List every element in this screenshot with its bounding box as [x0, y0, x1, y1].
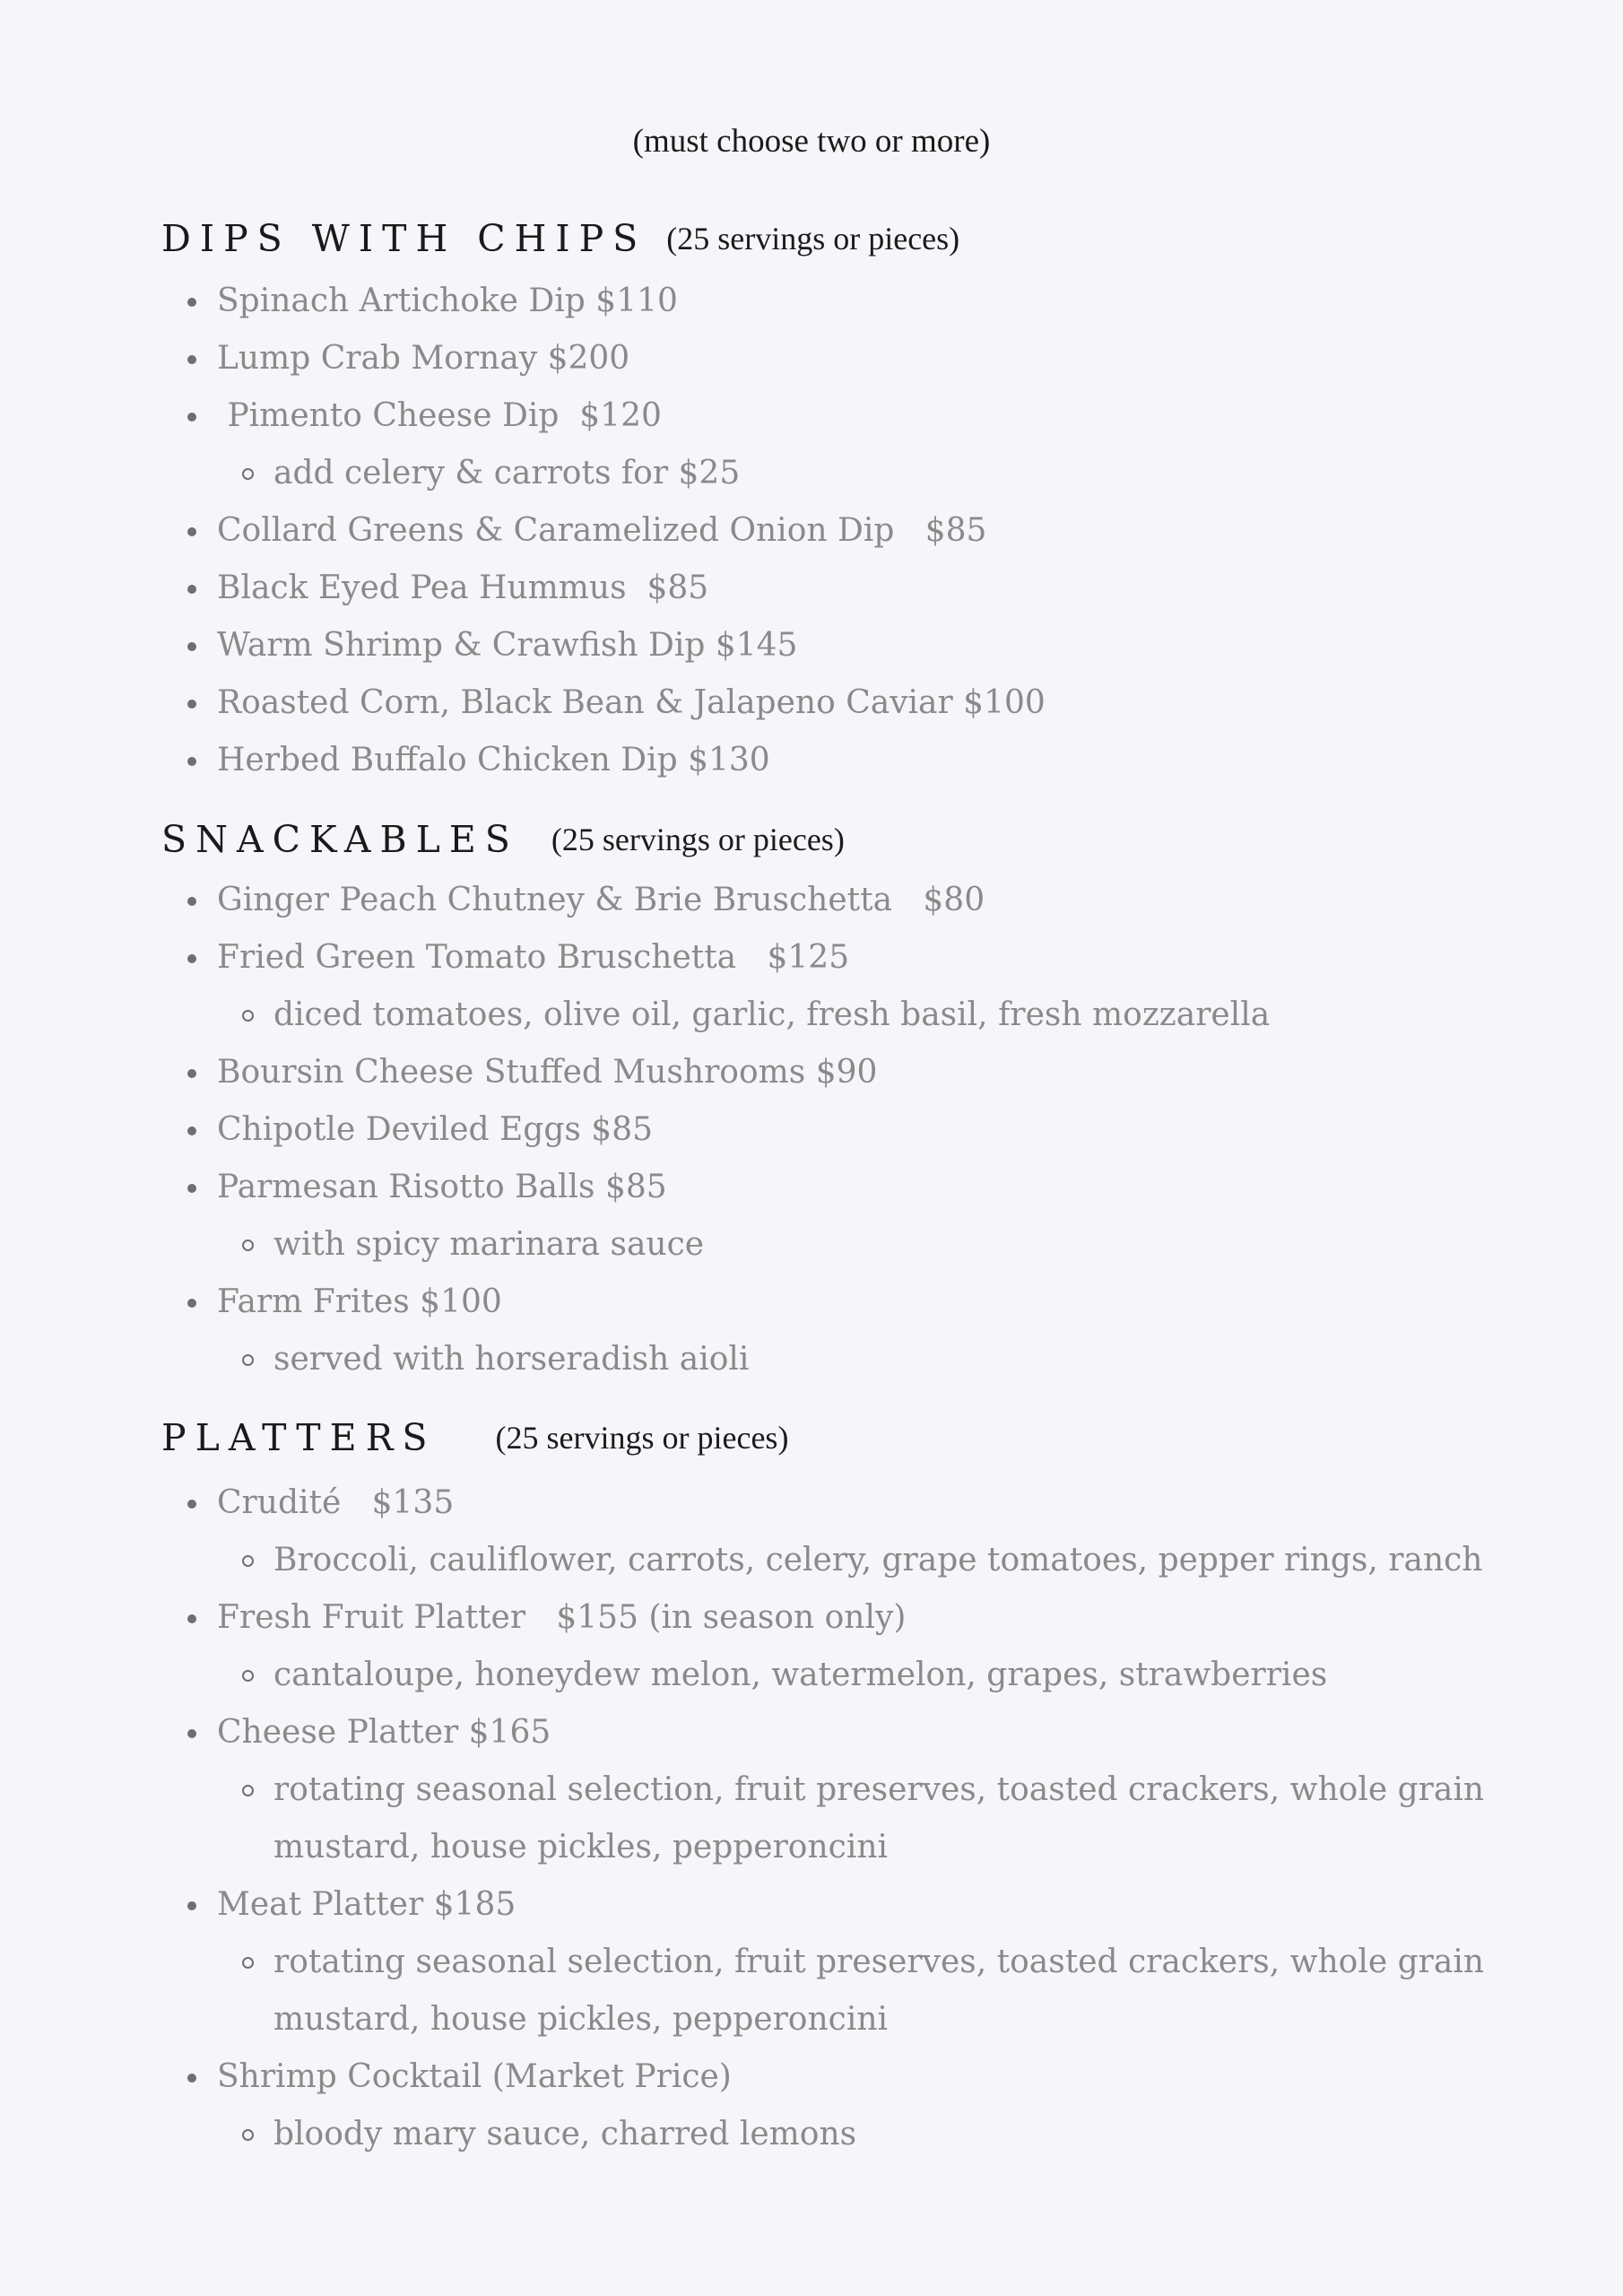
item-text: Meat Platter $185 [217, 1886, 516, 1923]
bullet-icon [187, 1069, 196, 1078]
bullet-icon [187, 2074, 196, 2083]
list-item [217, 929, 849, 987]
item-text: cantaloupe, honeydew melon, watermelon, grapes, strawberries [273, 1657, 1328, 1693]
item-text: diced tomatoes, olive oil, garlic, fresh basil, fresh mozzarella [273, 996, 1271, 1033]
bullet-icon [187, 1901, 196, 1910]
item-text: Shrimp Cocktail (Market Price) [217, 2058, 732, 2095]
bullet-icon [187, 642, 196, 651]
bullet-icon [187, 757, 196, 766]
item-text: rotating seasonal selection, fruit preserves, toasted crackers, whole grain [273, 1771, 1485, 1808]
sub-bullet-icon [242, 1670, 254, 1682]
item-text: Farm Frites $100 [217, 1283, 502, 1320]
section-servings-note: (25 servings or pieces) [551, 822, 845, 857]
sub-bullet-icon [242, 1354, 254, 1366]
item-text: Black Eyed Pea Hummus $85 [217, 570, 709, 606]
sub-list-item [273, 1331, 749, 1388]
section-servings-note: (25 servings or pieces) [666, 221, 960, 257]
list-item [217, 387, 662, 445]
list-item [217, 617, 797, 674]
item-text: mustard, house pickles, pepperoncini [273, 2001, 889, 2038]
list-item [217, 1589, 906, 1647]
list-item [217, 732, 770, 789]
bullet-icon [187, 1729, 196, 1738]
sub-bullet-icon [242, 1785, 254, 1796]
sub-list-item [273, 1532, 1483, 1589]
section-servings-note: (25 servings or pieces) [495, 1420, 789, 1456]
bullet-icon [187, 1299, 196, 1308]
bullet-icon [187, 1184, 196, 1193]
item-text: Spinach Artichoke Dip $110 [217, 283, 678, 319]
list-item [217, 872, 985, 929]
bullet-icon [187, 700, 196, 709]
item-text: Pimento Cheese Dip $120 [217, 397, 662, 434]
sub-list-item [273, 445, 740, 502]
list-item [217, 674, 1046, 732]
item-text: Collard Greens & Caramelized Onion Dip $85 [217, 512, 987, 549]
sub-list-item [273, 1647, 1327, 1704]
list-item [217, 1044, 877, 1101]
item-text: Ginger Peach Chutney & Brie Bruschetta $80 [217, 882, 985, 918]
list-item [217, 560, 708, 617]
section-title: SNACKABLES [161, 818, 519, 861]
sub-bullet-icon [242, 1555, 254, 1567]
item-text: add celery & carrots for $25 [273, 455, 741, 491]
bullet-icon [187, 298, 196, 307]
bullet-icon [187, 954, 196, 963]
sub-list-item-continued [273, 1819, 888, 1876]
item-text: Parmesan Risotto Balls $85 [217, 1169, 667, 1205]
item-text: mustard, house pickles, pepperoncini [273, 1829, 889, 1866]
item-text: Fresh Fruit Platter $155 (in season only) [217, 1599, 907, 1636]
item-text: Warm Shrimp & Crawfish Dip $145 [217, 627, 798, 664]
list-item [217, 2048, 732, 2106]
bullet-icon [187, 1500, 196, 1509]
sub-list-item-continued [273, 1991, 888, 2048]
item-text: Herbed Buffalo Chicken Dip $130 [217, 742, 770, 778]
section-header-dips [161, 212, 959, 265]
item-text: Lump Crab Mornay $200 [217, 340, 630, 377]
item-text: Fried Green Tomato Bruschetta $125 [217, 939, 850, 976]
bullet-icon [187, 1614, 196, 1623]
item-text: Crudité $135 [217, 1484, 455, 1521]
item-text: Cheese Platter $165 [217, 1714, 551, 1751]
list-item [217, 1704, 551, 1761]
bullet-icon [187, 897, 196, 906]
sub-bullet-icon [242, 1010, 254, 1022]
bullet-icon [187, 1126, 196, 1135]
list-item [217, 1876, 516, 1934]
sub-list-item [273, 1934, 1484, 1991]
list-item [217, 273, 678, 330]
item-text: Chipotle Deviled Eggs $85 [217, 1111, 654, 1148]
bullet-icon [187, 355, 196, 364]
bullet-icon [187, 527, 196, 536]
list-item [217, 502, 986, 560]
item-text: Roasted Corn, Black Bean & Jalapeno Caviar $100 [217, 684, 1046, 721]
item-text: Broccoli, cauliflower, carrots, celery, grape tomatoes, pepper rings, ranch [273, 1542, 1483, 1578]
item-text: with spicy marinara sauce [273, 1226, 705, 1263]
list-item [217, 330, 629, 387]
list-item [217, 1274, 502, 1331]
section-title: PLATTERS [161, 1416, 437, 1459]
bullet-icon [187, 585, 196, 594]
section-title: DIPS WITH CHIPS [161, 217, 647, 260]
sub-list-item [273, 987, 1270, 1044]
item-text: bloody mary sauce, charred lemons [273, 2116, 857, 2152]
sub-list-item [273, 1761, 1484, 1819]
list-item [217, 1159, 667, 1216]
sub-bullet-icon [242, 2129, 254, 2141]
sub-bullet-icon [242, 1957, 254, 1969]
sub-list-item [273, 1216, 704, 1274]
list-item [217, 1101, 653, 1159]
sub-bullet-icon [242, 468, 254, 480]
section-header-snackables [161, 813, 845, 866]
section-header-platters [161, 1411, 788, 1465]
selection-note: (must choose two or more) [632, 123, 991, 160]
sub-bullet-icon [242, 1239, 254, 1251]
item-text: rotating seasonal selection, fruit preserves, toasted crackers, whole grain [273, 1944, 1485, 1980]
bullet-icon [187, 413, 196, 422]
sub-list-item [273, 2106, 856, 2163]
item-text: Boursin Cheese Stuffed Mushrooms $90 [217, 1054, 878, 1091]
item-text: served with horseradish aioli [273, 1341, 750, 1378]
list-item [217, 1474, 454, 1532]
